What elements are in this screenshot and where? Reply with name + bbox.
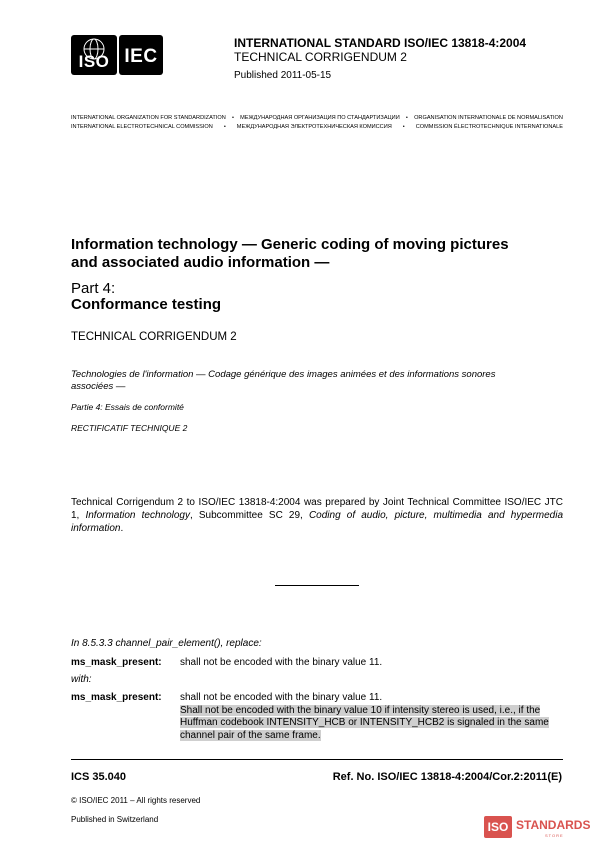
prep-text-italic: Coding of audio, picture, multimedia and hypermedia information bbox=[71, 510, 564, 534]
store-logo-small: STORE bbox=[545, 833, 564, 838]
part-title: Conformance testing bbox=[71, 296, 222, 313]
org-name: МЕЖДУНАРОДНАЯ ОРГАНИЗАЦИЯ ПО СТАНДАРТИЗАЦИИ bbox=[240, 115, 400, 121]
iso-logo-text: ISO bbox=[78, 52, 110, 71]
corrigendum-label: TECHNICAL CORRIGENDUM 2 bbox=[71, 331, 237, 343]
prep-text: Technical Corrigendum 2 to ISO/IEC 13818-4:2004 was prepared by Joint Technical Committee ISO/IEC JTC 1, bbox=[71, 497, 563, 521]
org-name: МЕЖДУНАРОДНАЯ ЭЛЕКТРОТЕХНИЧЕСКАЯ КОМИССИЯ bbox=[236, 124, 392, 130]
with-label: with: bbox=[71, 674, 92, 685]
org-separator: • bbox=[402, 124, 405, 130]
field-value-replacement bbox=[180, 692, 549, 742]
store-logo-iso: ISO bbox=[484, 816, 512, 838]
prep-text-italic: Information technology bbox=[85, 510, 190, 521]
reference-number: Ref. No. ISO/IEC 13818-4:2004/Cor.2:2011(E) bbox=[332, 771, 562, 783]
copyright: © ISO/IEC 2011 – All rights reserved bbox=[71, 796, 201, 805]
field-value: shall not be encoded with the binary value 11. bbox=[180, 657, 383, 668]
field-label: ms_mask_present: bbox=[71, 657, 162, 668]
ics-code: ICS 35.040 bbox=[71, 771, 127, 783]
field-label: ms_mask_present: bbox=[71, 692, 162, 703]
published-in: Published in Switzerland bbox=[71, 815, 159, 824]
org-name: COMMISSION ÉLECTROTECHNIQUE INTERNATIONALE bbox=[415, 124, 563, 130]
highlighted-line: Shall not be encoded with the binary value 10 if intensity stereo is used, i.e., if the bbox=[180, 704, 541, 716]
org-separator: • bbox=[223, 124, 226, 130]
footer-rule bbox=[71, 759, 563, 760]
org-separator: • bbox=[231, 115, 234, 121]
org-name: INTERNATIONAL ELECTROTECHNICAL COMMISSION bbox=[71, 124, 213, 130]
highlighted-line: Huffman codebook INTENSITY_HCB or INTENSITY_HCB2 is signaled in the same bbox=[180, 717, 549, 728]
preparation-paragraph bbox=[71, 496, 563, 535]
value-line: shall not be encoded with the binary value 11. bbox=[180, 692, 383, 703]
french-title-line: Technologies de l'information — Codage générique des images animées et des informations sonores bbox=[71, 369, 496, 380]
org-name: INTERNATIONAL ORGANIZATION FOR STANDARDIZATION bbox=[71, 115, 226, 121]
org-row-2 bbox=[71, 124, 563, 130]
highlighted-line: channel pair of the same frame. bbox=[180, 729, 321, 741]
store-logo-text: STANDARDS bbox=[516, 818, 591, 832]
prep-text: . bbox=[120, 523, 124, 534]
instruction: In 8.5.3.3 channel_pair_element(), replace: bbox=[71, 638, 262, 649]
org-row-1 bbox=[71, 115, 563, 121]
title-line: Information technology — Generic coding of moving pictures bbox=[71, 236, 509, 253]
french-title bbox=[71, 369, 495, 393]
french-part: Partie 4: Essais de conformité bbox=[71, 402, 184, 412]
org-separator: • bbox=[405, 115, 408, 121]
french-corrigendum: RECTIFICATIF TECHNIQUE 2 bbox=[71, 423, 188, 433]
standard-subtitle: TECHNICAL CORRIGENDUM 2 bbox=[234, 50, 407, 64]
published-date: Published 2011-05-15 bbox=[234, 70, 332, 81]
document-title bbox=[71, 236, 571, 272]
iec-logo bbox=[119, 35, 163, 75]
standard-title: INTERNATIONAL STANDARD ISO/IEC 13818-4:2004 bbox=[234, 36, 527, 50]
org-name: ORGANISATION INTERNATIONALE DE NORMALISATION bbox=[414, 115, 563, 121]
part-number: Part 4: bbox=[71, 280, 116, 297]
french-title-line: associées — bbox=[71, 381, 126, 392]
iec-logo-text: IEC bbox=[124, 46, 158, 67]
prep-text: , Subcommittee SC 29, bbox=[189, 510, 309, 521]
divider bbox=[275, 585, 359, 586]
title-line: and associated audio information — bbox=[71, 254, 330, 271]
iso-logo bbox=[71, 35, 117, 75]
